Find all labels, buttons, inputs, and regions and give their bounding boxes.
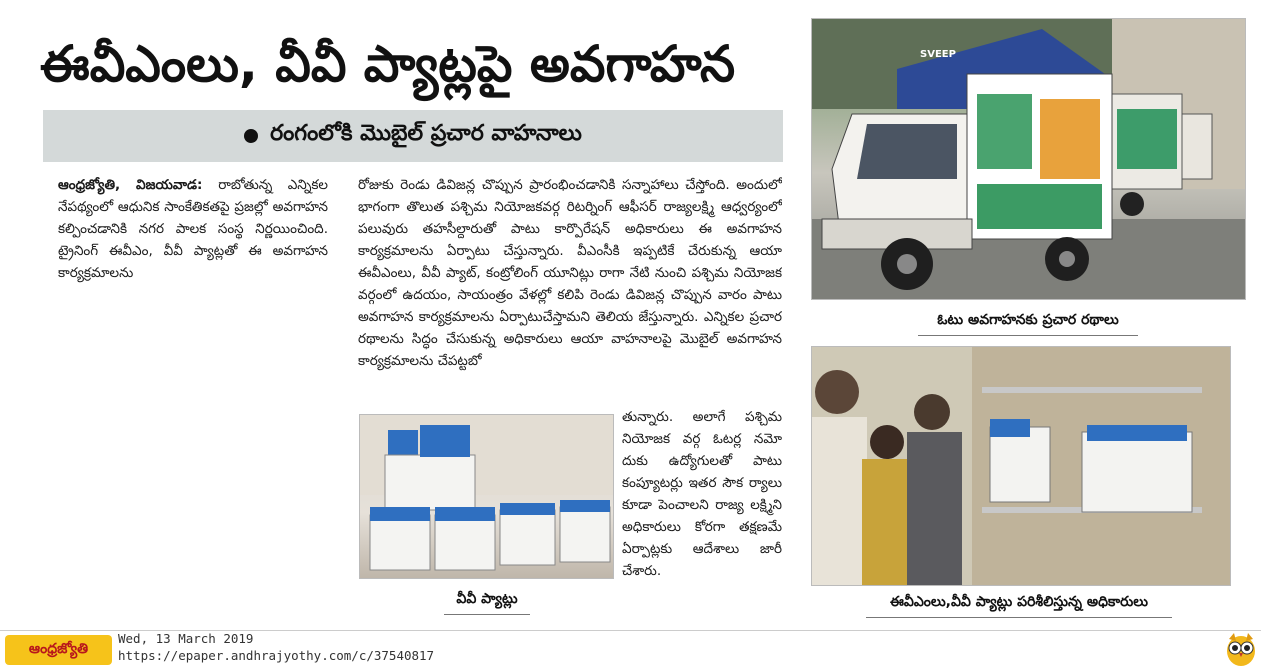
owl-icon[interactable] bbox=[1224, 631, 1258, 667]
caption-vvpats: వీవీ ప్యాట్లు bbox=[444, 591, 530, 615]
caption-officials: ఈవీఎంలు,వీవీ ప్యాట్లు పరిశీలిస్తున్న అధికారులు bbox=[866, 594, 1172, 618]
dateline: ఆంధ్రజ్యోతి, విజయవాడ: bbox=[58, 177, 219, 193]
subhead-text: రంగంలోకి మొబైల్ ప్రచార వాహనాలు bbox=[270, 121, 582, 146]
article-column-1 bbox=[58, 174, 328, 294]
headline: ఈవీఎంలు, వీవీ ప్యాట్లపై అవగాహన bbox=[40, 35, 736, 93]
caption-campaign-vans: ఓటు అవగాహనకు ప్రచార రథాలు bbox=[918, 312, 1138, 336]
photo-campaign-vans bbox=[811, 18, 1246, 300]
vvpat-illustration bbox=[360, 415, 613, 578]
subhead-bar bbox=[43, 110, 783, 162]
source-url[interactable]: https://epaper.andhrajyothy.com/c/37540817 bbox=[118, 648, 435, 663]
article-column-3: తున్నారు. అలాగే పశ్చిమ నియోజక వర్గ ఓటర్ల నమో దుకు ఉద్యోగులతో పాటు కంప్యూటర్లు ఇతర సౌక ర్యాలు కూడా పెంచాలని రాజ్య లక్ష్మిని అధికారులు కోరగా తక్షణమే ఏర్పాట్లకు ఆదేశాలు జారీ చేశారు. bbox=[622, 409, 782, 579]
bullet-icon bbox=[244, 129, 258, 143]
publication-date: Wed, 13 March 2019 bbox=[118, 631, 254, 646]
officials-illustration bbox=[812, 347, 1230, 585]
photo-officials-inspecting bbox=[811, 346, 1231, 586]
photo-vvpat-machines bbox=[359, 414, 614, 579]
vans-illustration bbox=[812, 19, 1245, 299]
article-column-2: రోజుకు రెండు డివిజన్ల చొప్పున ప్రారంభించడానికి సన్నాహాలు చేస్తోంది. అందులో భాగంగా తొలుత పశ్చిమ నియోజకవర్గ రిటర్నింగ్ ఆఫీసర్ రాజ్యలక్ష్మి ఆధ్వర్యంలో పలువురు తహసీల్దారుతో పాటు కార్పొరేషన్ అధికారులు ఈ అవగాహన కార్యక్రమాలను ఏర్పాటు చేస్తున్నారు. వీఎంసీకి ఇప్పటికే చేరుకున్న ఆయా ఈవీఎంలు, వీవీ ప్యాట్, కంట్రోలింగ్ యూనిట్లు రాగా నేటి నుంచి పశ్చిమ నియోజక వర్గంలో ఉదయం, సాయంత్రం వేళల్లో కలిపి రెండు డివిజన్ల చొప్పున వారం పాటు అవగాహన కార్యక్రమాలను ఏర్పాటుచేస్తామని తెలియ జేస్తున్నారు. ఎన్నికల ప్రచార రథాలను సిద్ధం చేసుకున్న అధికారులు ఆయా వాహనాలపై మొబైల్ అవగాహన కార్యక్రమాలను చేపట్టబో bbox=[358, 177, 782, 369]
van-banner-label: SVEEP bbox=[920, 49, 956, 60]
column-1-text: రాబోతున్న ఎన్నికల నేపథ్యంలో ఆధునిక సాంకేతికతపై ప్రజల్లో అవగాహన కల్పించడానికి నగర పాలక సంస్థ నిర్ణయించింది. ట్రైనింగ్ ఈవీఎం, వీవీ ప్యాట్లతో ఈ అవగాహన కార్యక్రమాలను bbox=[58, 177, 328, 281]
andhrajyothy-logo[interactable]: ఆంధ్రజ్యోతి bbox=[5, 635, 112, 665]
